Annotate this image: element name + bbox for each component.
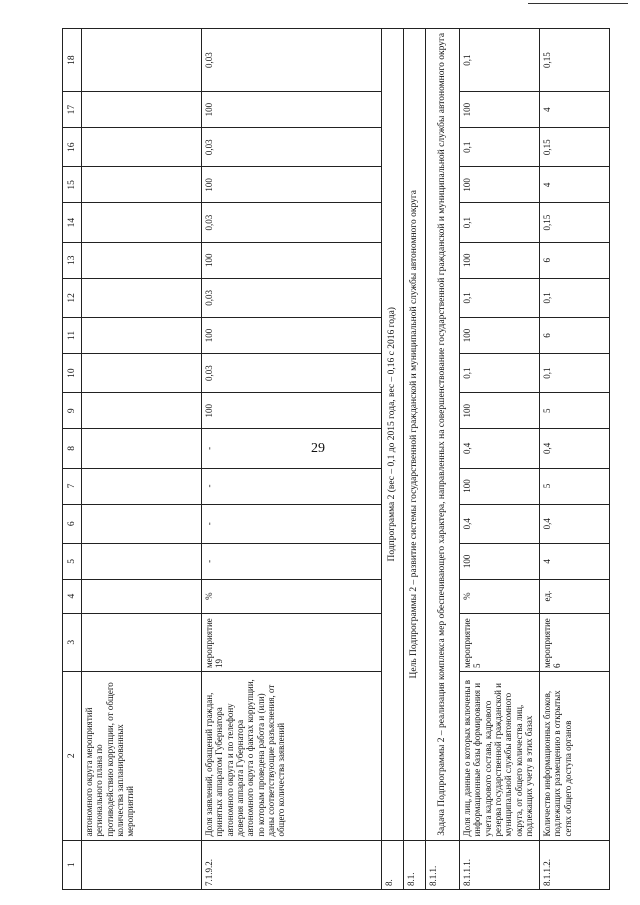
section-number: 8.1. xyxy=(404,840,426,889)
value-cell xyxy=(82,543,202,579)
value-cell: 100 xyxy=(202,318,382,354)
value-cell: 4 xyxy=(540,167,610,203)
header-cell: 11 xyxy=(63,318,82,354)
value-cell: 0,15 xyxy=(540,29,610,92)
value-cell: 0,15 xyxy=(540,128,610,167)
value-cell: 5 xyxy=(540,468,610,504)
value-cell: % xyxy=(202,579,382,613)
value-cell xyxy=(82,278,202,317)
value-cell xyxy=(82,579,202,613)
header-cell: 10 xyxy=(63,353,82,392)
value-cell: 6 xyxy=(540,318,610,354)
indicator-name: Доля заявлений, обращений граждан, принятых аппаратом Губернатора автономного округа и по телефону доверия аппарата Губернатора автономного округа о фактах коррупции, по которым проведена работа и (или) даны соответствующие разъяснения, от общего количества заявлений xyxy=(202,671,382,840)
header-cell: 14 xyxy=(63,203,82,242)
table-row xyxy=(82,29,202,890)
indicators-table xyxy=(62,28,610,890)
value-cell xyxy=(82,504,202,543)
rotated-table-area xyxy=(62,28,607,890)
row-number: 8.1.1.2. xyxy=(540,840,610,889)
value-cell xyxy=(82,393,202,429)
header-cell: 17 xyxy=(63,92,82,128)
value-cell: - xyxy=(202,468,382,504)
value-cell xyxy=(82,353,202,392)
section-row xyxy=(426,29,460,890)
value-cell: 6 xyxy=(540,242,610,278)
value-cell: 0,1 xyxy=(460,29,540,92)
header-cell: 8 xyxy=(63,429,82,468)
section-row xyxy=(404,29,426,890)
value-cell: 100 xyxy=(460,242,540,278)
value-cell: 0,03 xyxy=(202,278,382,317)
value-cell: 4 xyxy=(540,543,610,579)
value-cell: 100 xyxy=(202,393,382,429)
value-cell: - xyxy=(202,543,382,579)
value-cell xyxy=(82,92,202,128)
indicator-name: автономного округа мероприятий регионального плана по противодействию коррупции, от общего количества запланированных мероприятий xyxy=(82,671,202,840)
value-cell: 100 xyxy=(460,543,540,579)
indicator-name: Доля лиц, данные о которых включены в информационные базы формирования и учета кадрового состава, кадрового резерва государственной гражданской и муниципальной службы автономного округа, от общего количества лиц, подлежащих учету в этих базах xyxy=(460,671,540,840)
top-edge-line xyxy=(528,3,628,4)
value-cell: 100 xyxy=(202,92,382,128)
header-cell: 4 xyxy=(63,579,82,613)
value-cell: 100 xyxy=(460,393,540,429)
header-cell: 6 xyxy=(63,504,82,543)
header-cell: 9 xyxy=(63,393,82,429)
header-cell: 15 xyxy=(63,167,82,203)
header-cell: 3 xyxy=(63,613,82,671)
value-cell: - xyxy=(202,504,382,543)
value-cell xyxy=(82,167,202,203)
value-cell: 0,4 xyxy=(460,504,540,543)
value-cell xyxy=(82,242,202,278)
value-cell: % xyxy=(460,579,540,613)
section-number: 8.1.1. xyxy=(426,840,460,889)
header-cell: 18 xyxy=(63,29,82,92)
section-title: Подпрограмма 2 (вес – 0,1 до 2015 года, вес – 0,16 с 2016 года) xyxy=(382,29,404,841)
section-number: 8. xyxy=(382,840,404,889)
value-cell: 0,1 xyxy=(460,128,540,167)
table-row xyxy=(202,29,382,890)
value-cell: 0,03 xyxy=(202,203,382,242)
header-cell: 16 xyxy=(63,128,82,167)
value-cell: 0,1 xyxy=(460,278,540,317)
value-cell: 100 xyxy=(460,92,540,128)
value-cell: 5 xyxy=(540,393,610,429)
measure-ref: мероприятие 6 xyxy=(540,613,610,671)
header-cell: 7 xyxy=(63,468,82,504)
table-row xyxy=(460,29,540,890)
row-number xyxy=(82,840,202,889)
header-cell: 1 xyxy=(63,840,82,889)
value-cell xyxy=(82,203,202,242)
table-container xyxy=(62,28,607,890)
section-title: Цель Подпрограммы 2 – развитие системы государственной гражданской и муниципальной службы автономного округа xyxy=(404,29,426,841)
indicator-name: Количество информационных блоков, подлежащих размещению в открытых сетях общего доступа органов xyxy=(540,671,610,840)
value-cell: 100 xyxy=(460,167,540,203)
value-cell: 100 xyxy=(202,167,382,203)
header-cell: 2 xyxy=(63,671,82,840)
table-row xyxy=(540,29,610,890)
value-cell: 0,1 xyxy=(460,203,540,242)
value-cell: 0,1 xyxy=(460,353,540,392)
value-cell: 0,1 xyxy=(540,278,610,317)
section-row xyxy=(382,29,404,890)
value-cell xyxy=(82,429,202,468)
measure-ref: мероприятие 19 xyxy=(202,613,382,671)
header-cell: 12 xyxy=(63,278,82,317)
value-cell: 0,1 xyxy=(540,353,610,392)
value-cell xyxy=(82,29,202,92)
value-cell: 0,4 xyxy=(460,429,540,468)
value-cell xyxy=(82,318,202,354)
section-title: Задача Подпрограммы 2 – реализация комплекса мер обеспечивающего характера, направленных на совершенствование государственной гражданской и муниципальной службы автономного округа xyxy=(426,29,460,841)
value-cell: 100 xyxy=(202,242,382,278)
value-cell: 100 xyxy=(460,468,540,504)
value-cell: 0,03 xyxy=(202,128,382,167)
row-number: 8.1.1.1. xyxy=(460,840,540,889)
value-cell: 4 xyxy=(540,92,610,128)
header-row xyxy=(63,29,82,890)
page-number: 29 xyxy=(311,441,325,456)
row-number: 7.1.9.2. xyxy=(202,840,382,889)
value-cell: 0,03 xyxy=(202,353,382,392)
value-cell: ед. xyxy=(540,579,610,613)
value-cell: - xyxy=(202,429,382,468)
measure-ref: мероприятие 5 xyxy=(460,613,540,671)
value-cell: 0,15 xyxy=(540,203,610,242)
measure-ref xyxy=(82,613,202,671)
value-cell xyxy=(82,128,202,167)
value-cell: 100 xyxy=(460,318,540,354)
value-cell: 0,4 xyxy=(540,429,610,468)
header-cell: 13 xyxy=(63,242,82,278)
value-cell: 0,03 xyxy=(202,29,382,92)
value-cell: 0,4 xyxy=(540,504,610,543)
header-cell: 5 xyxy=(63,543,82,579)
value-cell xyxy=(82,468,202,504)
